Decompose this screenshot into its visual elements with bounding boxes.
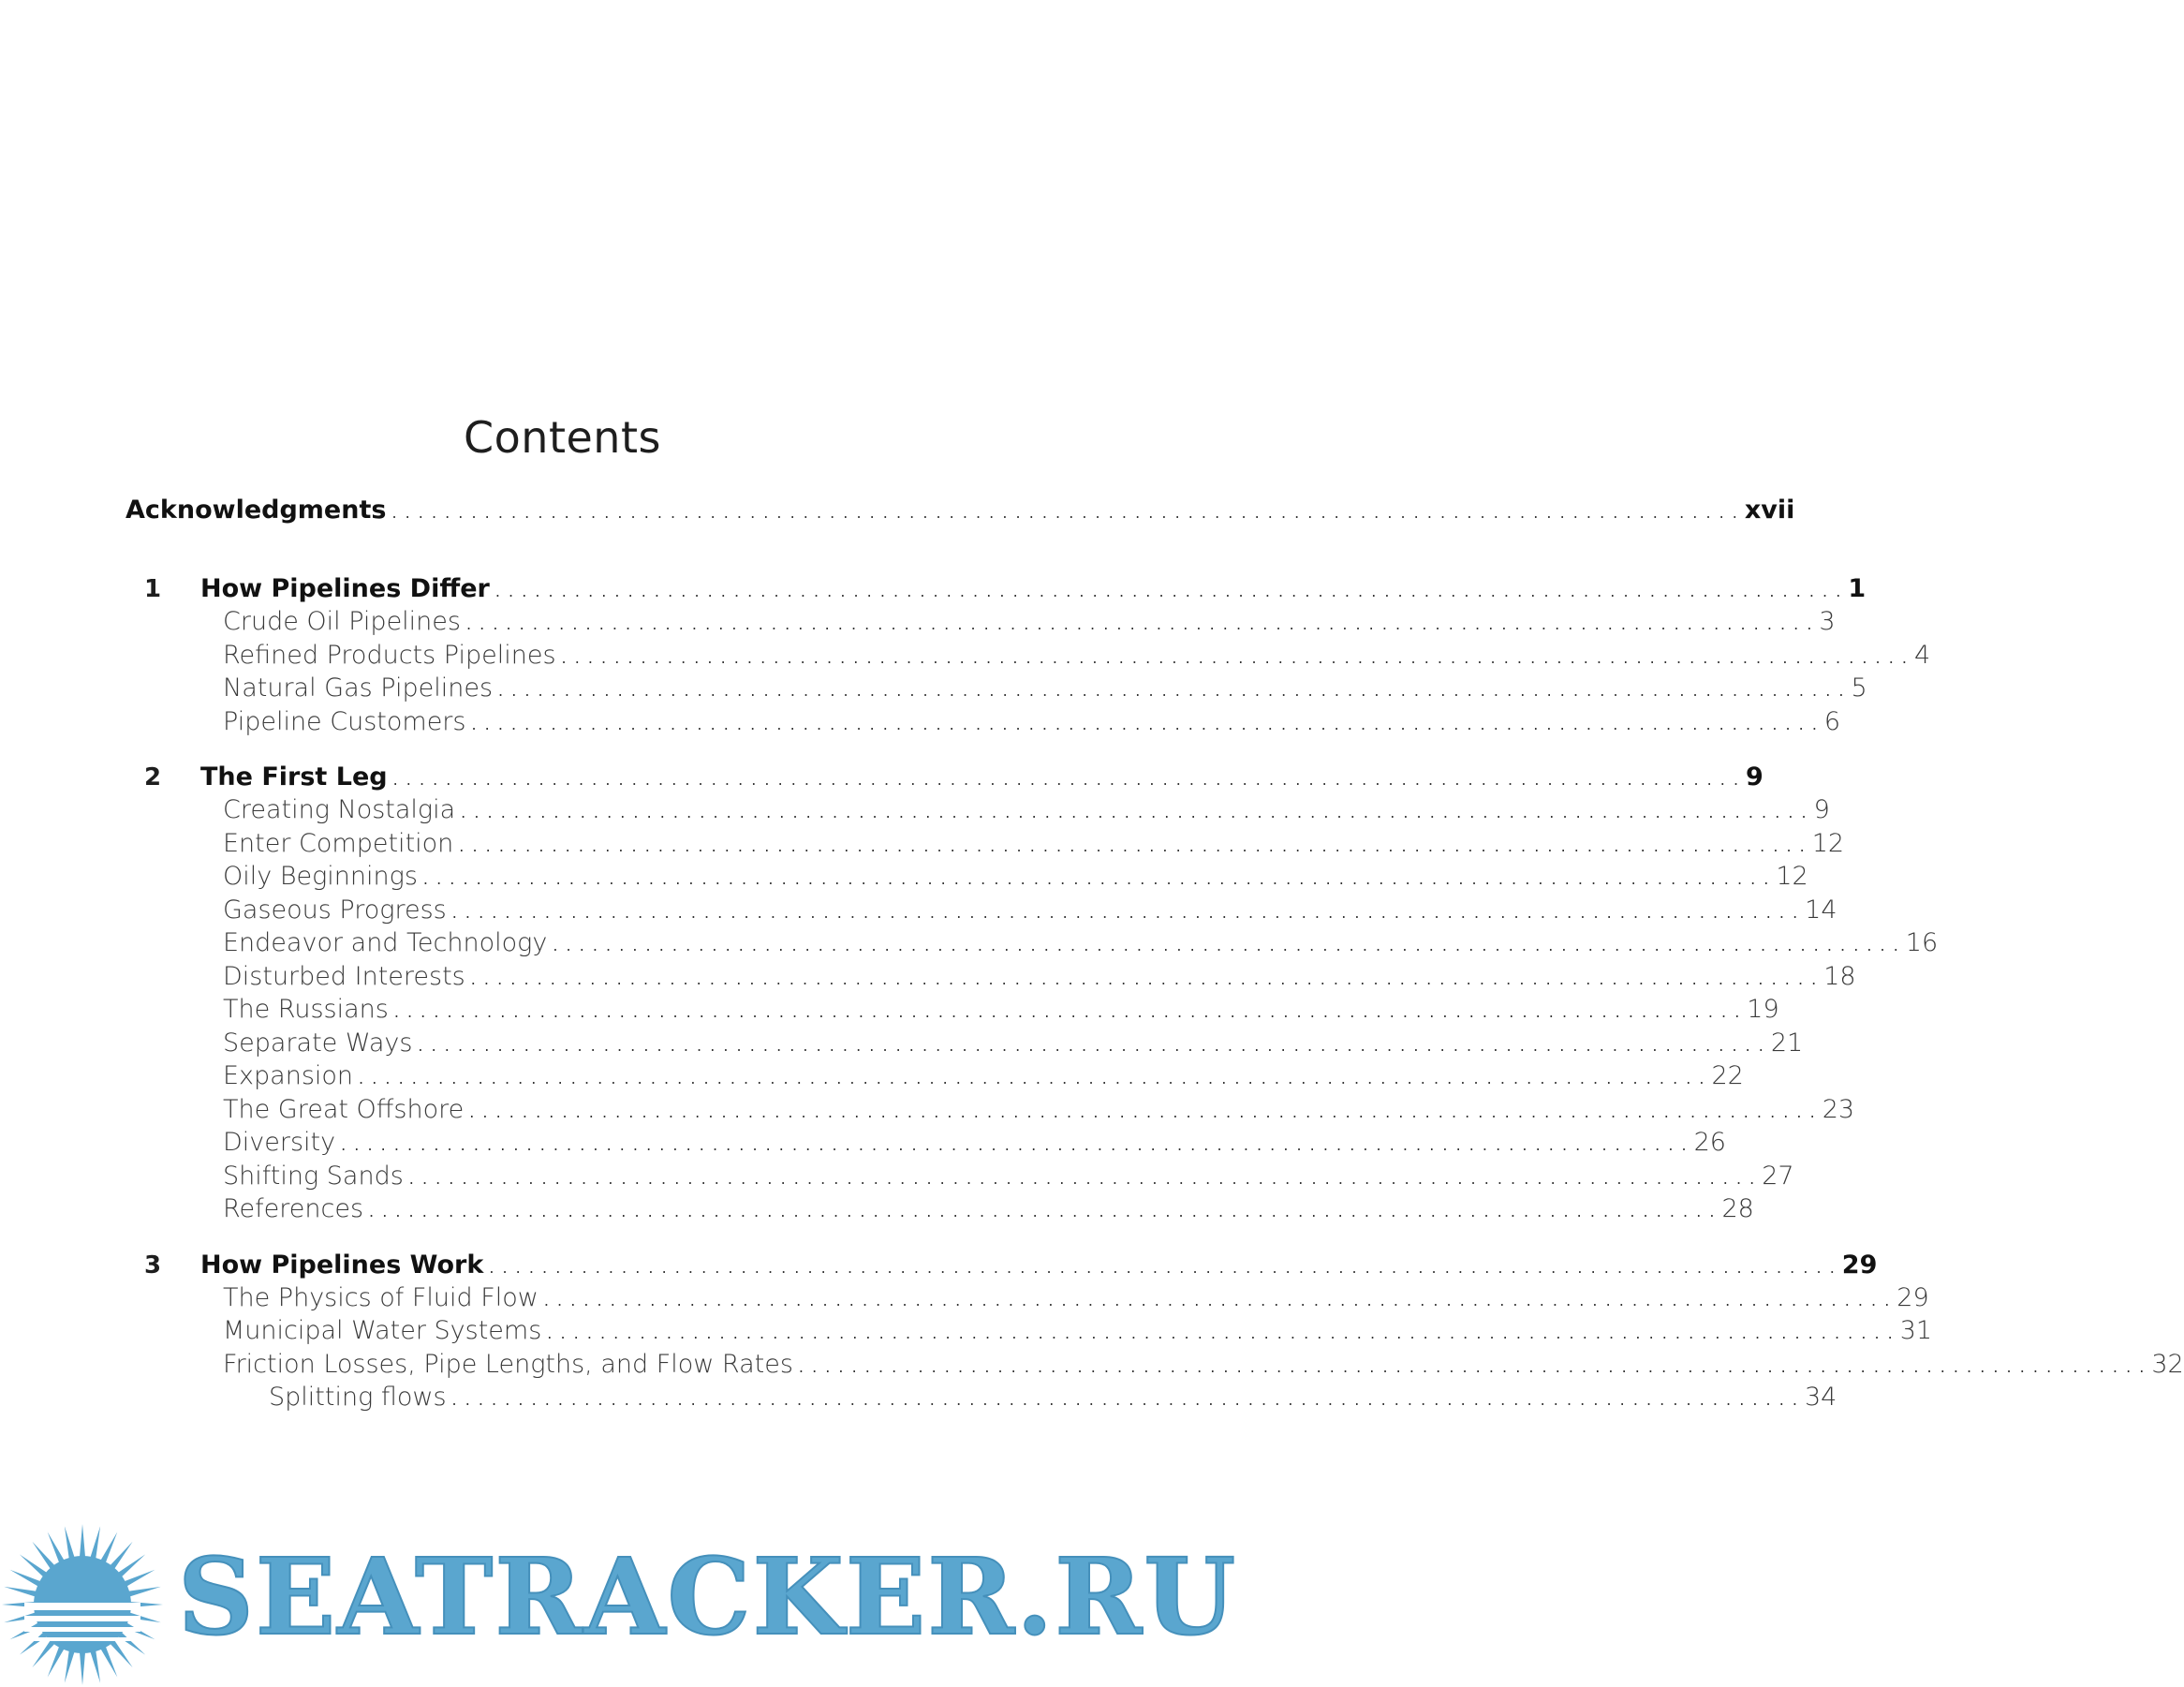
entry-title: Diversity (223, 1128, 336, 1157)
page-number: 31 (1899, 1316, 1933, 1345)
sun-ray (90, 1650, 100, 1683)
toc-entry[interactable] (129, 607, 1836, 641)
dot-leader (495, 583, 1842, 600)
toc-entry[interactable] (129, 706, 1841, 741)
page-number: 12 (1811, 828, 1845, 858)
toc-entry[interactable] (129, 795, 1830, 829)
entry-title: Municipal Water Systems (223, 1316, 542, 1345)
page-number: xvii (1744, 496, 1795, 525)
entry-title: Expansion (223, 1061, 354, 1090)
entry-title: Natural Gas Pipelines (223, 673, 494, 703)
page-number: 19 (1747, 995, 1779, 1024)
entry-title: The Russians (223, 995, 389, 1024)
entry-title: How Pipelines Work (200, 1250, 484, 1280)
page-number: 18 (1823, 961, 1856, 991)
entry-title: Oily Beginnings (223, 862, 418, 891)
entry-title: Acknowledgments (125, 496, 387, 525)
dot-leader (471, 970, 1818, 988)
chapter-number: 3 (144, 1250, 162, 1280)
page-number: 3 (1819, 607, 1836, 636)
entry-title: The Physics of Fluid Flow (223, 1282, 539, 1312)
toc-entry[interactable] (129, 762, 1763, 796)
dot-leader (459, 837, 1806, 855)
entry-title: Gaseous Progress (223, 895, 447, 925)
sun-ray (65, 1650, 75, 1683)
page-number: 22 (1711, 1061, 1744, 1090)
dot-leader (393, 771, 1740, 789)
sun-ray (65, 1526, 75, 1560)
dot-leader (469, 1103, 1816, 1121)
toc-entry[interactable] (129, 862, 1808, 895)
toc-entry[interactable] (129, 828, 1845, 863)
sun-ray (48, 1532, 65, 1564)
toc-entry[interactable] (129, 1194, 1754, 1228)
dot-leader (466, 615, 1813, 633)
entry-title: How Pipelines Differ (200, 574, 490, 603)
dot-leader (461, 804, 1808, 821)
page-number: 1 (1848, 574, 1867, 603)
toc-entry[interactable] (129, 1128, 1726, 1162)
sun-ray (10, 1570, 42, 1587)
toc-entry[interactable] (129, 640, 1931, 674)
sun-ray (100, 1646, 117, 1678)
dot-leader (418, 1037, 1764, 1055)
sun-ray (80, 1524, 85, 1558)
sun-ray (80, 1651, 85, 1685)
dot-leader (553, 937, 1899, 954)
entry-title: Creating Nostalgia (223, 795, 456, 824)
toc-entry[interactable] (129, 961, 1856, 996)
toc-entry[interactable] (125, 496, 1795, 529)
dot-leader (394, 1003, 1741, 1021)
dot-leader (341, 1136, 1688, 1154)
page-number: 34 (1804, 1383, 1837, 1412)
page-number: 32 (2151, 1349, 2184, 1379)
toc-entry[interactable] (129, 1383, 1837, 1416)
entry-title: Crude Oil Pipelines (223, 607, 461, 636)
toc-entry[interactable] (129, 1161, 1794, 1195)
page-number: 21 (1770, 1028, 1804, 1058)
dot-leader (359, 1070, 1705, 1088)
page-number: 12 (1776, 862, 1808, 891)
entry-title: Shifting Sands (223, 1161, 404, 1191)
entry-title: Endeavor and Technology (223, 928, 548, 957)
dot-leader (471, 716, 1818, 733)
page-number: 6 (1823, 706, 1841, 736)
sun-icon (2, 1524, 163, 1685)
dot-leader (409, 1170, 1756, 1188)
dot-leader (391, 504, 1738, 522)
dot-leader (547, 1324, 1894, 1342)
entry-title: References (223, 1194, 364, 1223)
dot-leader (423, 870, 1770, 888)
entry-title: Enter Competition (223, 828, 454, 858)
entry-title: Refined Products Pipelines (223, 640, 556, 670)
page-number: 29 (1841, 1250, 1878, 1280)
chapter-number: 1 (144, 575, 162, 603)
dot-leader (562, 649, 1909, 667)
entry-title: The Great Offshore (223, 1094, 465, 1124)
dot-leader (544, 1292, 1891, 1310)
toc-entry[interactable] (129, 1028, 1804, 1062)
page-number: 14 (1805, 895, 1837, 925)
toc-entry[interactable] (129, 1094, 1855, 1129)
page-title: Contents (464, 412, 661, 463)
page-number: 28 (1721, 1194, 1754, 1223)
page-number: 5 (1851, 673, 1867, 703)
entry-title: Splitting flows (269, 1383, 447, 1412)
entry-title: Disturbed Interests (223, 961, 465, 991)
page-number: 9 (1813, 795, 1830, 824)
page-number: 26 (1693, 1128, 1726, 1157)
toc-entry[interactable] (129, 895, 1837, 929)
page-number: 29 (1896, 1282, 1929, 1312)
sun-ray (90, 1526, 100, 1560)
toc-entry[interactable] (129, 1316, 1933, 1350)
toc-entry[interactable] (129, 928, 1939, 962)
page-number: 9 (1746, 762, 1763, 792)
toc-entry[interactable] (129, 995, 1779, 1028)
toc-entry[interactable] (129, 1061, 1744, 1095)
entry-title: Friction Losses, Pipe Lengths, and Flow Rates (223, 1349, 793, 1379)
sun-ray (4, 1587, 37, 1597)
watermark-text: SEATRACKER.RU (178, 1536, 1238, 1659)
page-number: 23 (1822, 1094, 1855, 1124)
sun-ray (100, 1532, 117, 1564)
toc-entry[interactable] (129, 1349, 2184, 1384)
toc-entry[interactable] (129, 1250, 1878, 1284)
dot-leader (489, 1259, 1836, 1277)
entry-title: The First Leg (200, 762, 388, 792)
dot-leader (498, 682, 1845, 700)
toc-entry[interactable] (129, 1282, 1929, 1317)
dot-leader (369, 1203, 1716, 1221)
sun-ray (127, 1587, 161, 1597)
page-number: 4 (1913, 640, 1931, 670)
entry-title: Separate Ways (223, 1028, 413, 1058)
page-number: 16 (1905, 928, 1939, 957)
dot-leader (452, 1391, 1799, 1409)
toc-entry[interactable] (129, 574, 1867, 608)
dot-leader (799, 1358, 2146, 1376)
sun-ray (124, 1570, 155, 1587)
sun-ray (48, 1646, 65, 1678)
toc-entry[interactable] (129, 673, 1867, 707)
dot-leader (452, 904, 1799, 922)
chapter-number: 2 (144, 763, 162, 792)
page-number: 27 (1762, 1161, 1794, 1191)
entry-title: Pipeline Customers (223, 706, 466, 736)
